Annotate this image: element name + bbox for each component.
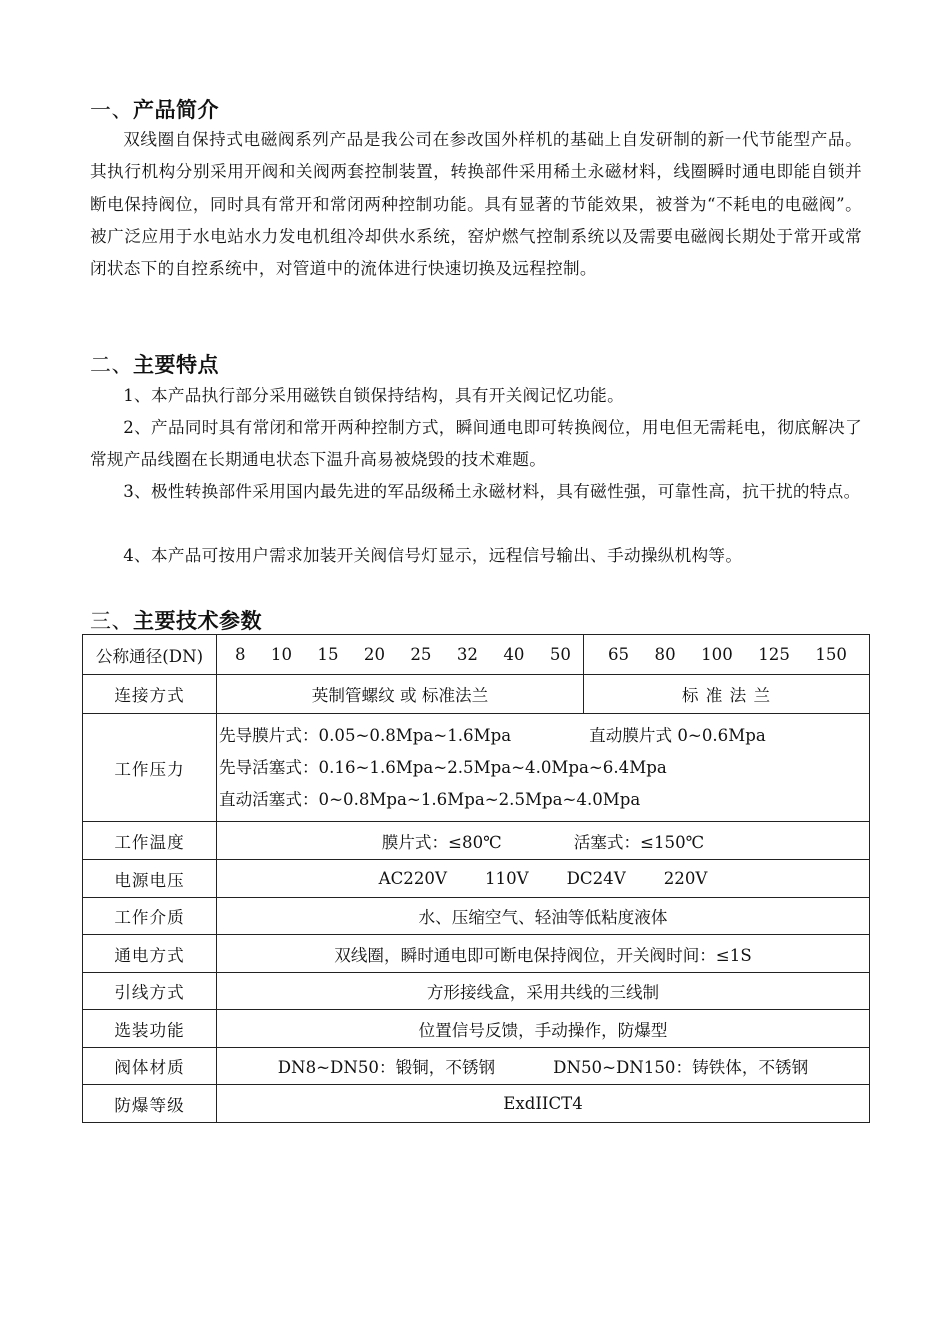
pressure-label: 工作压力	[83, 714, 217, 822]
table-row	[83, 714, 870, 822]
explosion-label: 防爆等级	[83, 1085, 217, 1123]
dn-label: 公称通径(DN)	[83, 635, 217, 675]
table-row	[83, 635, 870, 675]
pressure-line: 直动活塞式：0~0.8Mpa~1.6Mpa~2.5Mpa~4.0Mpa	[219, 789, 641, 809]
dn-value: 10	[270, 645, 293, 664]
pressure-line: 先导活塞式：0.16~1.6Mpa~2.5Mpa~4.0Mpa~6.4Mpa	[219, 757, 667, 777]
dn-value: 20	[363, 645, 386, 664]
feature-item: 4、本产品可按用户需求加装开关阀信号灯显示，远程信号输出、手动操纵机构等。	[123, 546, 743, 565]
material-label: 阀体材质	[83, 1048, 217, 1085]
dn-small-list	[217, 645, 583, 664]
dn-value: 25	[410, 645, 432, 664]
power-mode-cell: 双线圈，瞬时通电即可断电保持阀位，开关阀时间：≤1S	[217, 935, 870, 973]
power-mode-label: 通电方式	[83, 935, 217, 973]
connection-label: 连接方式	[83, 675, 217, 714]
dn-large-list	[584, 645, 869, 664]
section-heading-specs: 三、主要技术参数	[90, 609, 262, 633]
temperature-label: 工作温度	[83, 822, 217, 860]
connection-small: 英制管螺纹 或 标准法兰	[217, 675, 584, 714]
temperature-cell: 膜片式：≤80℃ 活塞式：≤150℃	[217, 822, 870, 860]
connection-large: 标 准 法 兰	[584, 675, 870, 714]
table-row	[83, 675, 870, 714]
dn-value: 8	[235, 645, 246, 664]
feature-item: 2、产品同时具有常闭和常开两种控制方式，瞬间通电即可转换阀位，用电但无需耗电，彻底解决了常规产品线圈在长期通电状态下温升高易被烧毁的技术难题。	[90, 418, 862, 470]
table-row	[83, 1048, 870, 1085]
material-cell: DN8~DN50：锻铜，不锈钢 DN50~DN150：铸铁体，不锈钢	[217, 1048, 870, 1085]
spec-table	[82, 634, 870, 1123]
dn-small-cell	[217, 635, 584, 675]
table-row	[83, 935, 870, 973]
voltage-cell: AC220V 110V DC24V 220V	[217, 860, 870, 898]
pressure-cell	[217, 714, 870, 822]
table-row	[83, 822, 870, 860]
dn-value: 15	[317, 645, 339, 664]
dn-value: 40	[503, 645, 525, 664]
wiring-cell: 方形接线盒，采用共线的三线制	[217, 973, 870, 1010]
dn-value: 100	[701, 645, 733, 664]
dn-value: 150	[815, 645, 847, 664]
dn-value: 65	[608, 645, 630, 664]
feature-item: 1、本产品执行部分采用磁铁自锁保持结构，具有开关阀记忆功能。	[123, 386, 624, 405]
explosion-cell: ExdIICT4	[217, 1085, 870, 1123]
table-row	[83, 860, 870, 898]
options-label: 选装功能	[83, 1010, 217, 1048]
dn-value: 80	[654, 645, 676, 664]
intro-paragraph: 双线圈自保持式电磁阀系列产品是我公司在参改国外样机的基础上自发研制的新一代节能型产品。其执行机构分别采用开阀和关阀两套控制装置，转换部件采用稀土永磁材料，线圈瞬时通电即能自锁并断电保持阀位，同时具有常开和常闭两种控制功能。具有显著的节能效果，被誉为“不耗电的电磁阀”。被广泛应用于水电站水力发电机组冷却供水系统，窑炉燃气控制系统以及需要电磁阀长期处于常开或常闭状态下的自控系统中，对管道中的流体进行快速切换及远程控制。	[90, 130, 862, 279]
dn-large-cell	[584, 635, 870, 675]
wiring-label: 引线方式	[83, 973, 217, 1010]
table-row	[83, 973, 870, 1010]
dn-value: 32	[456, 645, 478, 664]
section-heading-features: 二、主要特点	[90, 353, 219, 377]
voltage-label: 电源电压	[83, 860, 217, 898]
feature-item: 3、极性转换部件采用国内最先进的军品级稀土永磁材料，具有磁性强，可靠性高，抗干扰的特点。	[123, 482, 861, 501]
dn-value: 50	[549, 645, 571, 664]
table-row	[83, 1010, 870, 1048]
table-row	[83, 898, 870, 935]
medium-cell: 水、压缩空气、轻油等低粘度液体	[217, 898, 870, 935]
dn-value: 125	[758, 645, 790, 664]
medium-label: 工作介质	[83, 898, 217, 935]
section-heading-intro: 一、产品简介	[90, 98, 219, 122]
options-cell: 位置信号反馈，手动操作，防爆型	[217, 1010, 870, 1048]
pressure-line: 先导膜片式：0.05~0.8Mpa~1.6Mpa 直动膜片式 0~0.6Mpa	[219, 725, 766, 745]
table-row	[83, 1085, 870, 1123]
